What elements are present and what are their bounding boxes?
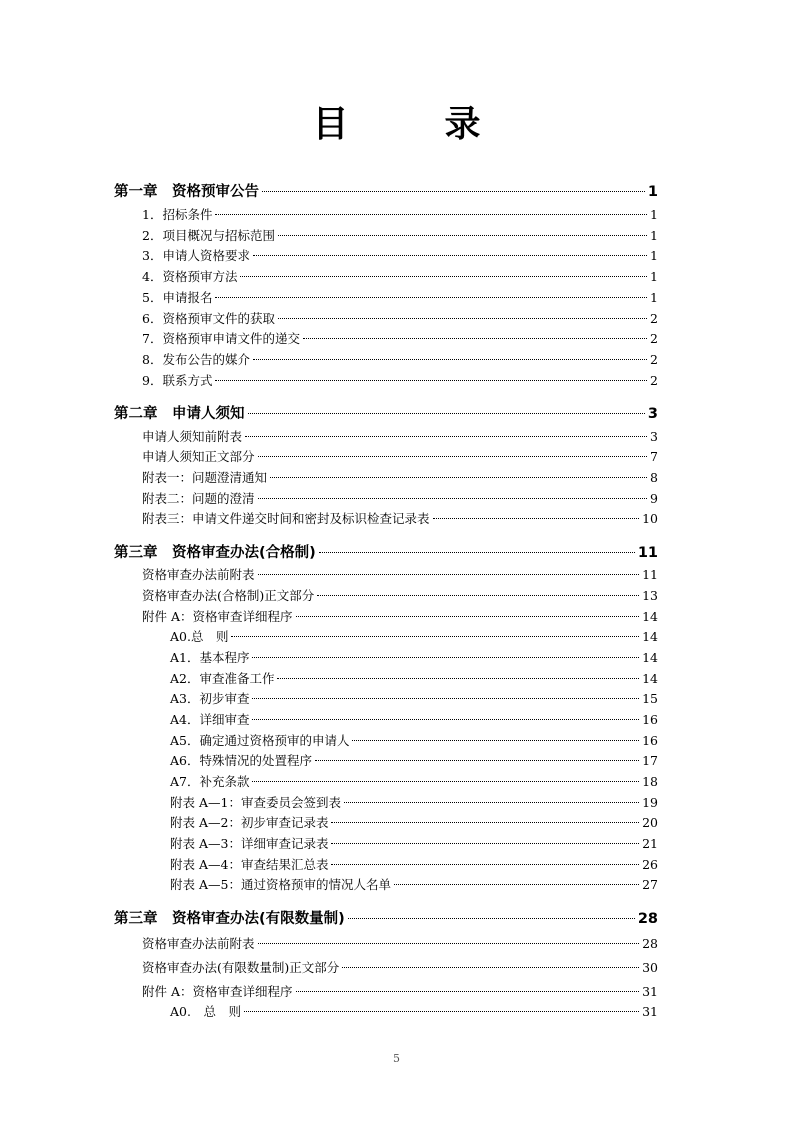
toc-label: A1．基本程序 bbox=[170, 650, 250, 665]
toc-label: 1．招标条件 bbox=[142, 207, 213, 222]
toc-entry[interactable] bbox=[170, 875, 658, 895]
toc-label: 资格审查办法(合格制)正文部分 bbox=[142, 588, 315, 603]
toc-entry[interactable] bbox=[170, 731, 658, 751]
page-title: 目 录 bbox=[312, 104, 511, 145]
toc-label: 附表 A—5：通过资格预审的情况人名单 bbox=[170, 877, 391, 892]
toc-label: 4．资格预审方法 bbox=[142, 269, 238, 284]
toc-chapter[interactable] bbox=[114, 542, 658, 564]
dot-leader bbox=[258, 456, 648, 457]
toc-entry[interactable] bbox=[170, 855, 658, 875]
toc-page-number: 11 bbox=[642, 567, 658, 582]
dot-leader bbox=[248, 413, 645, 414]
dot-leader bbox=[331, 864, 639, 865]
toc-label: A2．审查准备工作 bbox=[170, 671, 275, 686]
dot-leader bbox=[277, 678, 639, 679]
toc-page-number: 9 bbox=[650, 491, 658, 506]
toc-entry[interactable] bbox=[142, 447, 658, 467]
toc-entry[interactable] bbox=[170, 793, 658, 813]
toc-page-number: 2 bbox=[650, 373, 658, 388]
toc-page-number: 8 bbox=[650, 470, 658, 485]
toc-entry[interactable] bbox=[142, 427, 658, 447]
toc-page-number: 16 bbox=[642, 733, 658, 748]
toc-label: 2．项目概况与招标范围 bbox=[142, 228, 275, 243]
dot-leader bbox=[331, 822, 639, 823]
toc-label: 附表一：问题澄清通知 bbox=[142, 470, 268, 485]
dot-leader bbox=[252, 781, 639, 782]
toc-entry[interactable] bbox=[142, 267, 658, 287]
dot-leader bbox=[231, 636, 639, 637]
toc-label: 附表 A—1：审查委员会签到表 bbox=[170, 795, 341, 810]
dot-leader bbox=[317, 595, 639, 596]
toc-entry[interactable] bbox=[170, 772, 658, 792]
toc-page-number: 17 bbox=[642, 753, 658, 768]
dot-leader bbox=[352, 740, 639, 741]
toc-page-number: 16 bbox=[642, 712, 658, 727]
dot-leader bbox=[348, 918, 635, 919]
toc-label: 9．联系方式 bbox=[142, 373, 213, 388]
toc-label: 申请人须知前附表 bbox=[142, 429, 243, 444]
toc-entry[interactable] bbox=[142, 246, 658, 266]
toc-page-number: 2 bbox=[650, 331, 658, 346]
toc-label: 附表 A—4：审查结果汇总表 bbox=[170, 857, 329, 872]
toc-entry[interactable] bbox=[142, 288, 658, 308]
toc-label: 第三章 资格审查办法(有限数量制) bbox=[114, 911, 345, 927]
toc-page-number: 2 bbox=[650, 311, 658, 326]
dot-leader bbox=[240, 276, 647, 277]
dot-leader bbox=[296, 991, 640, 992]
toc-label: 附表三：申请文件递交时间和密封及标识检查记录表 bbox=[142, 511, 430, 526]
toc-label: 8．发布公告的媒介 bbox=[142, 352, 250, 367]
dot-leader bbox=[244, 1011, 639, 1012]
toc-label: 第一章 资格预审公告 bbox=[114, 184, 259, 200]
dot-leader bbox=[258, 574, 640, 575]
toc-label: 第二章 申请人须知 bbox=[114, 406, 245, 422]
toc-page-number: 3 bbox=[650, 429, 658, 444]
toc-entry[interactable] bbox=[170, 669, 658, 689]
toc-entry[interactable] bbox=[142, 934, 658, 954]
page-number: 5 bbox=[393, 1052, 400, 1065]
toc-label: 附件 A：资格审查详细程序 bbox=[142, 609, 293, 624]
dot-leader bbox=[252, 698, 639, 699]
dot-leader bbox=[245, 436, 647, 437]
toc-label: 附表二：问题的澄清 bbox=[142, 491, 255, 506]
toc-label: A0.总 则 bbox=[170, 629, 229, 644]
toc-entry[interactable] bbox=[142, 309, 658, 329]
dot-leader bbox=[215, 380, 647, 381]
dot-leader bbox=[342, 967, 639, 968]
toc-entry[interactable] bbox=[170, 751, 658, 771]
toc-entry[interactable] bbox=[142, 607, 658, 627]
toc-page-number: 7 bbox=[650, 449, 658, 464]
toc-page-number: 19 bbox=[642, 795, 658, 810]
toc-page-number: 18 bbox=[642, 774, 658, 789]
toc-page-number: 28 bbox=[637, 911, 658, 927]
toc-page-number: 21 bbox=[642, 836, 658, 851]
toc-page-number: 1 bbox=[647, 184, 658, 200]
toc-chapter[interactable] bbox=[114, 403, 658, 425]
toc-label: A5．确定通过资格预审的申请人 bbox=[170, 733, 350, 748]
toc-entry[interactable] bbox=[142, 565, 658, 585]
dot-leader bbox=[253, 359, 647, 360]
toc-entry[interactable] bbox=[170, 710, 658, 730]
toc-page-number: 2 bbox=[650, 352, 658, 367]
dot-leader bbox=[252, 657, 639, 658]
toc-page-number: 30 bbox=[642, 960, 658, 975]
toc-label: 申请人须知正文部分 bbox=[142, 449, 255, 464]
toc-page-number: 28 bbox=[642, 936, 658, 951]
toc-page-number: 1 bbox=[650, 248, 658, 263]
toc-chapter[interactable] bbox=[114, 181, 658, 203]
dot-leader bbox=[215, 214, 647, 215]
toc-entry[interactable] bbox=[170, 813, 658, 833]
toc-page-number: 1 bbox=[650, 228, 658, 243]
toc-entry[interactable] bbox=[142, 982, 658, 1002]
toc-label: 资格审查办法前附表 bbox=[142, 936, 255, 951]
dot-leader bbox=[270, 477, 647, 478]
dot-leader bbox=[344, 802, 639, 803]
toc-page-number: 26 bbox=[642, 857, 658, 872]
toc-label: 5．申请报名 bbox=[142, 290, 213, 305]
toc-chapter[interactable] bbox=[114, 908, 658, 930]
toc-label: A3．初步审查 bbox=[170, 691, 250, 706]
dot-leader bbox=[258, 943, 640, 944]
toc-label: 资格审查办法(有限数量制)正文部分 bbox=[142, 960, 340, 975]
toc-label: A0. 总 则 bbox=[170, 1004, 241, 1019]
toc-entry[interactable] bbox=[142, 371, 658, 391]
dot-leader bbox=[315, 760, 639, 761]
toc-entry[interactable] bbox=[170, 834, 658, 854]
toc-label: A4．详细审查 bbox=[170, 712, 250, 727]
toc-page-number: 27 bbox=[642, 877, 658, 892]
toc-entry[interactable] bbox=[142, 329, 658, 349]
toc-entry[interactable] bbox=[142, 489, 658, 509]
dot-leader bbox=[296, 616, 640, 617]
dot-leader bbox=[215, 297, 647, 298]
dot-leader bbox=[253, 255, 647, 256]
dot-leader bbox=[433, 518, 640, 519]
toc-entry[interactable] bbox=[142, 509, 658, 529]
toc-label: A7．补充条款 bbox=[170, 774, 250, 789]
toc-page-number: 10 bbox=[642, 511, 658, 526]
toc-label: 附表 A—3：详细审查记录表 bbox=[170, 836, 329, 851]
toc-entry[interactable] bbox=[142, 468, 658, 488]
toc-page-number: 14 bbox=[642, 671, 658, 686]
toc-page-number: 1 bbox=[650, 207, 658, 222]
dot-leader bbox=[252, 719, 639, 720]
toc-label: 附表 A—2：初步审查记录表 bbox=[170, 815, 329, 830]
toc-page-number: 15 bbox=[642, 691, 658, 706]
toc-page-number: 31 bbox=[642, 984, 658, 999]
toc-page-number: 1 bbox=[650, 290, 658, 305]
dot-leader bbox=[262, 191, 645, 192]
toc-entry[interactable] bbox=[142, 350, 658, 370]
toc-page-number: 14 bbox=[642, 609, 658, 624]
toc-entry[interactable] bbox=[170, 689, 658, 709]
toc-page-number: 1 bbox=[650, 269, 658, 284]
dot-leader bbox=[303, 338, 647, 339]
toc-entry[interactable] bbox=[170, 648, 658, 668]
toc-page-number: 20 bbox=[642, 815, 658, 830]
toc-entry[interactable] bbox=[142, 958, 658, 978]
toc-entry[interactable] bbox=[170, 627, 658, 647]
toc-entry[interactable] bbox=[142, 226, 658, 246]
toc-page-number: 14 bbox=[642, 629, 658, 644]
toc-label: 3．申请人资格要求 bbox=[142, 248, 250, 263]
toc-page-number: 11 bbox=[637, 545, 658, 561]
toc-page-number: 14 bbox=[642, 650, 658, 665]
toc-entry[interactable] bbox=[142, 205, 658, 225]
toc-label: A6．特殊情况的处置程序 bbox=[170, 753, 312, 768]
toc-label: 第三章 资格审查办法(合格制) bbox=[114, 545, 316, 561]
toc-entry[interactable] bbox=[142, 586, 658, 606]
dot-leader bbox=[394, 884, 639, 885]
toc-page-number: 13 bbox=[642, 588, 658, 603]
dot-leader bbox=[319, 552, 635, 553]
toc-label: 附件 A：资格审查详细程序 bbox=[142, 984, 293, 999]
toc-label: 资格审查办法前附表 bbox=[142, 567, 255, 582]
dot-leader bbox=[278, 318, 647, 319]
toc-page-number: 3 bbox=[647, 406, 658, 422]
dot-leader bbox=[278, 235, 647, 236]
toc-entry[interactable] bbox=[170, 1002, 658, 1022]
dot-leader bbox=[331, 843, 639, 844]
toc-label: 6．资格预审文件的获取 bbox=[142, 311, 275, 326]
toc-label: 7．资格预审申请文件的递交 bbox=[142, 331, 300, 346]
dot-leader bbox=[258, 498, 648, 499]
toc-page-number: 31 bbox=[642, 1004, 658, 1019]
